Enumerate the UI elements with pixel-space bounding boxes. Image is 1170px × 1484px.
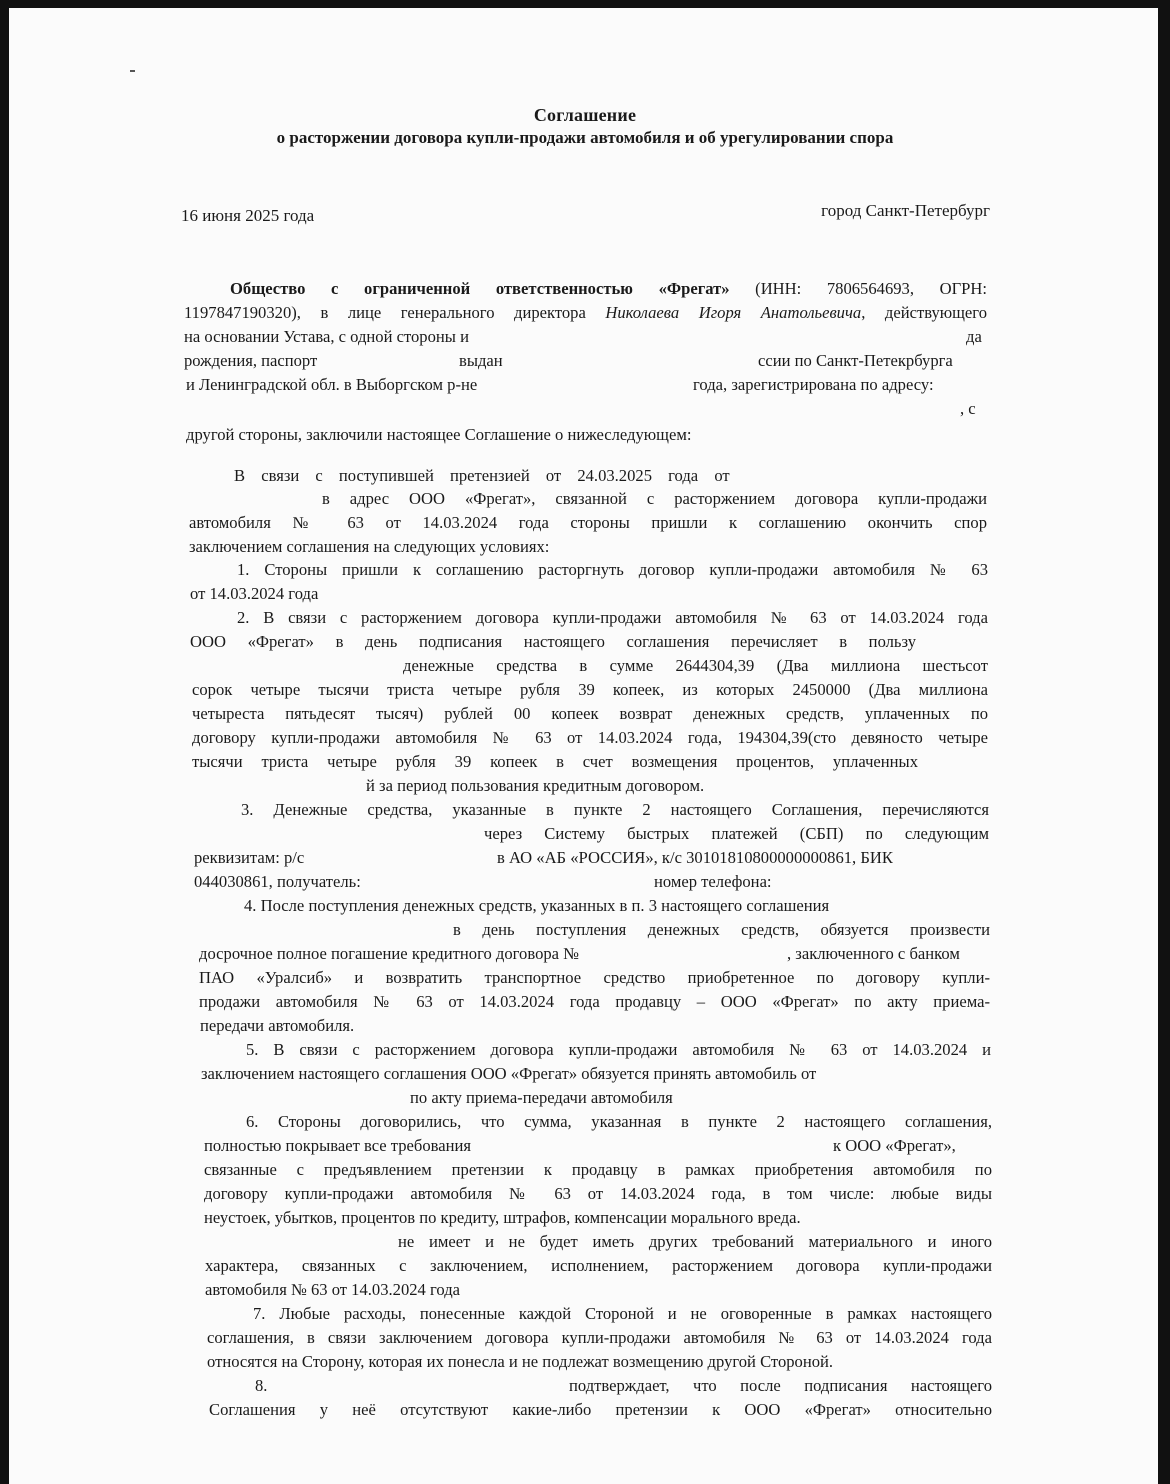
clause-3: 3. Денежные средства, указанные в пункте 2 настоящего Соглашения, перечисляются	[241, 800, 989, 819]
body-line: сорок четыре тысячи триста четыре рубля 39 копеек, из которых 2450000 (Два миллиона	[192, 680, 988, 699]
scan-speck	[130, 70, 135, 72]
body-line: договору купли-продажи автомобиля № 63 от 14.03.2024 года, 194304,39(сто девяносто четыре	[192, 728, 988, 747]
body-line: реквизитам: р/с	[194, 848, 305, 867]
body-line: на основании Устава, с одной стороны и	[184, 327, 469, 346]
body-line: 1197847190320), в лице генерального директора Николаева Игоря Анатольевича, действующего	[184, 303, 987, 322]
body-line: тысячи триста четыре рубля 39 копеек в счет возмещения процентов, уплаченных	[192, 752, 918, 771]
body-line: продажи автомобиля № 63 от 14.03.2024 года продавцу – ООО «Фрегат» по акту приема-	[199, 992, 990, 1011]
body-line: денежные средства в сумме 2644304,39 (Два миллиона шестьсот	[403, 656, 988, 675]
body-line: другой стороны, заключили настоящее Соглашение о нижеследующем:	[186, 425, 692, 444]
body-line: связанные с предъявлением претензии к продавцу в рамках приобретения автомобиля по	[204, 1160, 992, 1179]
scan-border-top	[0, 0, 1170, 8]
body-line: досрочное полное погашение кредитного договора №	[199, 944, 580, 963]
clause-5: 5. В связи с расторжением договора купли-продажи автомобиля № 63 от 14.03.2024 и	[246, 1040, 991, 1059]
scan-border-right	[1158, 0, 1170, 1484]
body-line: ООО «Фрегат» в день подписания настоящего соглашения перечисляет в пользу	[190, 632, 916, 651]
body-line: да	[966, 327, 982, 346]
body-line: через Систему быстрых платежей (СБП) по следующим	[484, 824, 989, 843]
document-title: Соглашение	[533, 105, 637, 125]
body-line: в АО «АБ «РОССИЯ», к/с 30101810800000000861, БИК	[497, 848, 893, 867]
body-line: й за период пользования кредитным договором.	[366, 776, 705, 795]
document-subtitle: о расторжении договора купли-продажи автомобиля и об урегулировании спора	[276, 128, 894, 147]
body-line: в день поступления денежных средств, обязуется произвести	[453, 920, 990, 939]
body-line: , с	[960, 399, 976, 418]
body-line: года, зарегистрирована по адресу:	[693, 375, 934, 394]
body-line: номер телефона:	[654, 872, 772, 891]
body-line: договору купли-продажи автомобиля № 63 от 14.03.2024 года, в том числе: любые виды	[204, 1184, 992, 1203]
body-line: , заключенного с банком	[787, 944, 960, 963]
body-line: ПАО «Уралсиб» и возвратить транспортное средство приобретенное по договору купли-	[199, 968, 990, 987]
clause-6: 6. Стороны договорились, что сумма, указанная в пункте 2 настоящего соглашения,	[246, 1112, 992, 1131]
document-date: 16 июня 2025 года	[181, 206, 315, 225]
body-line: относятся на Сторону, которая их понесла и не подлежат возмещению другой Стороной.	[207, 1352, 834, 1371]
body-line: соглашения, в связи заключением договора купли-продажи автомобиля № 63 от 14.03.2024 года	[207, 1328, 992, 1347]
body-line: рождения, паспорт	[184, 351, 318, 370]
clause-1: 1. Стороны пришли к соглашению расторгнуть договор купли-продажи автомобиля № 63	[237, 560, 988, 579]
body-line: заключением соглашения на следующих условиях:	[189, 537, 550, 556]
body-line: полностью покрывает все требования	[204, 1136, 472, 1155]
body-line: от 14.03.2024 года	[190, 584, 319, 603]
clause-8: 8.	[255, 1376, 268, 1395]
clause-4: 4. После поступления денежных средств, указанных в п. 3 настоящего соглашения	[244, 896, 830, 915]
body-line: по акту приема-передачи автомобиля	[410, 1088, 673, 1107]
body-line: неустоек, убытков, процентов по кредиту, штрафов, компенсации морального вреда.	[204, 1208, 801, 1227]
body-line: четыреста пятьдесят тысяч) рублей 00 копеек возврат денежных средств, уплаченных по	[192, 704, 988, 723]
body-line: к ООО «Фрегат»,	[833, 1136, 956, 1155]
body-line: автомобиля № 63 от 14.03.2024 года стороны пришли к соглашению окончить спор	[189, 513, 987, 532]
body-line: ссии по Санкт-Петекрбурга	[758, 351, 953, 370]
clause-7: 7. Любые расходы, понесенные каждой Стороной и не оговоренные в рамках настоящего	[253, 1304, 992, 1323]
clause-2: 2. В связи с расторжением договора купли-продажи автомобиля № 63 от 14.03.2024 года	[237, 608, 988, 627]
body-line: 044030861, получатель:	[194, 872, 361, 891]
body-line: заключением настоящего соглашения ООО «Фрегат» обязуется принять автомобиль от	[201, 1064, 817, 1083]
body-line: в адрес ООО «Фрегат», связанной с расторжением договора купли-продажи	[322, 489, 987, 508]
body-line: характера, связанных с заключением, исполнением, расторжением договора купли-продажи	[205, 1256, 992, 1275]
body-line: подтверждает, что после подписания настоящего	[569, 1376, 992, 1395]
body-line: не имеет и не будет иметь других требований материального и иного	[398, 1232, 992, 1251]
body-line: Общество с ограниченной ответственностью «Фрегат» (ИНН: 7806564693, ОГРН:	[230, 279, 987, 298]
body-line: передачи автомобиля.	[200, 1016, 355, 1035]
body-line: Соглашения у неё отсутствуют какие-либо претензии к ООО «Фрегат» относительно	[209, 1400, 992, 1419]
document-city: город Санкт-Петербург	[821, 201, 990, 220]
scan-border-left	[0, 0, 9, 1484]
body-line: выдан	[459, 351, 503, 370]
body-line: и Ленинградской обл. в Выборгском р-не	[186, 375, 478, 394]
body-line: автомобиля № 63 от 14.03.2024 года	[205, 1280, 461, 1299]
body-line: В связи с поступившей претензией от 24.03.2025 года от	[234, 466, 730, 485]
